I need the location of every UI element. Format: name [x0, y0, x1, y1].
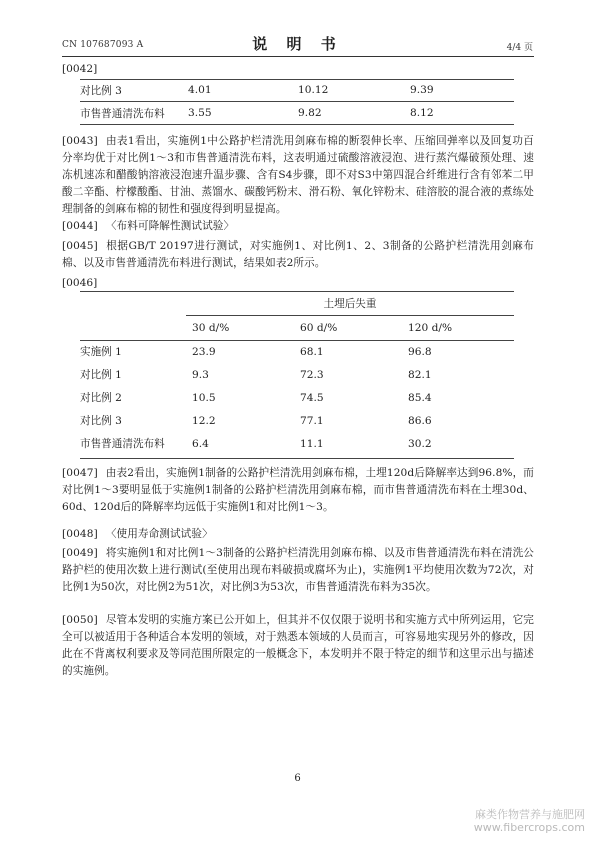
- table-cell: 82.1: [408, 368, 432, 381]
- table-row: [80, 102, 514, 125]
- table-cell: 10.12: [298, 79, 410, 102]
- document-title: 说 明 书: [252, 35, 343, 53]
- table-cell: 9.3: [192, 368, 209, 381]
- paragraph-0043: [62, 133, 534, 218]
- table-cell: 9.39: [410, 79, 514, 102]
- table-cell: 10.5: [192, 391, 216, 404]
- paragraph-tag: [0043]: [62, 135, 98, 147]
- table-cell: 对比例 1: [80, 369, 122, 381]
- section-heading: 〈使用寿命测试试验〉: [105, 528, 213, 540]
- table-cell: 86.6: [408, 414, 432, 427]
- table-cell: 12.2: [192, 414, 216, 427]
- table-cell: 23.9: [192, 345, 216, 358]
- paragraph-tag: [0045]: [62, 240, 98, 252]
- table-cell: 11.1: [300, 437, 324, 450]
- table-cell: 3.55: [188, 102, 298, 125]
- table-cell: 对比例 2: [80, 392, 122, 404]
- paragraph-text: 根据GB/T 20197进行测试，对实施例1、对比例1、2、3制备的公路护栏清洗用剑麻布棉、以及市售普通清洗布料进行测试，结果如表2所示。: [62, 240, 534, 269]
- table-row: [80, 409, 514, 432]
- table-cell: 市售普通清洗布料: [80, 438, 165, 450]
- paragraph-text: 将实施例1和对比例1～3制备的公路护栏清洗用剑麻布棉、以及市售普通清洗布料在清洗公路护栏的使用次数上进行测试(至使用出现布料破损或腐坏为止)，实施例1平均使用次数为72次，对比例1为50次，对比例2为51次，对比例3为53次，市售普通清洗布料为35次。: [62, 547, 534, 593]
- table-cell: 96.8: [408, 345, 432, 358]
- paragraph-tag: [0049]: [62, 547, 98, 559]
- paragraph-tag: [0048]: [62, 528, 98, 540]
- table-row: [80, 363, 514, 386]
- table2-bottom-rule: [80, 458, 514, 459]
- paragraph-text: 由表1看出，实施例1中公路护栏清洗用剑麻布棉的断裂伸长率、压缩回弹率以及回复功百分率均优于对比例1～3和市售普通清洗布料，这表明通过硫酸溶液浸泡、进行蒸汽爆破预处理、速冻机速冻和醋酸钠溶液浸泡速升温步骤、含有S4步骤，即不对S3中第四混合纤维进行含有邻苯二甲酸二辛酯、柠檬酸酯、甘油、蒸馏水、碳酸钙粉末、滑石粉、氧化锌粉末、硅溶胶的混合液的煮练处理制备的剑麻布棉的韧性和强度得到明显提高。: [62, 135, 534, 215]
- paragraph-0046-tag: [0046]: [62, 277, 98, 289]
- table-header-row: [80, 315, 514, 340]
- paragraph-0048: [62, 526, 534, 543]
- paragraph-tag: [0050]: [62, 614, 98, 626]
- paragraph-0049: [62, 545, 534, 596]
- paragraph-0050: [62, 612, 534, 680]
- table-row: [80, 432, 514, 455]
- column-header: 60 d/%: [300, 321, 338, 334]
- paragraph-0045: [62, 238, 534, 272]
- table-cell: 4.01: [188, 79, 298, 102]
- table-group-header: 土埋后失重: [323, 297, 377, 310]
- paragraph-tag: [0044]: [62, 220, 98, 232]
- watermark-line-1: 麻类作物营养与施肥网: [475, 808, 585, 821]
- column-header: 30 d/%: [192, 321, 230, 334]
- paragraph-text: 尽管本发明的实施方案已公开如上，但其并不仅仅限于说明书和实施方式中所列运用，它完全可以被适用于各种适合本发明的领域，对于熟悉本领域的人员而言，可容易地实现另外的修改，因此在不背离权利要求及等同范围所限定的一般概念下，本发明并不限于特定的细节和这里示出与描述的实施例。: [62, 614, 534, 677]
- table-row: [80, 79, 514, 102]
- table-cell: 30.2: [408, 437, 432, 450]
- table-cell: 77.1: [300, 414, 324, 427]
- paragraph-text: 由表2看出，实施例1制备的公路护栏清洗用剑麻布棉，土埋120d后降解率达到96.8%，而对比例1～3要明显低于实施例1制备的公路护栏清洗用剑麻布棉，而市售普通清洗布料在土埋30d、60d、120d后的降解率均远低于实施例1和对比例1～3。: [62, 467, 534, 513]
- paragraph-0042-tag: [0042]: [62, 63, 98, 75]
- table-cell: 74.5: [300, 391, 324, 404]
- page-info: 4/4 页: [506, 43, 533, 53]
- header-rule: [62, 56, 534, 57]
- table-cell: 68.1: [300, 345, 324, 358]
- table-cell: [80, 291, 186, 315]
- table-cell: 对比例 3: [80, 415, 122, 427]
- table-cell: [80, 315, 186, 340]
- table-cell: 85.4: [408, 391, 432, 404]
- table-cell: 8.12: [410, 102, 514, 125]
- paragraph-0047: [62, 465, 534, 516]
- table-cell: 9.82: [298, 102, 410, 125]
- table-2: [80, 291, 514, 455]
- section-heading: 〈布料可降解性测试试验〉: [105, 220, 235, 232]
- table-row: [80, 340, 514, 363]
- table-cell: 6.4: [192, 437, 209, 450]
- patent-number: CN 107687093 A: [62, 40, 144, 50]
- page-number: 6: [294, 773, 301, 784]
- watermark: [474, 808, 585, 834]
- paragraph-0044: [62, 218, 534, 235]
- watermark-line-2: www.fibercrops.com: [473, 821, 585, 834]
- column-header: 120 d/%: [408, 321, 453, 334]
- table-cell: 实施例 1: [80, 346, 122, 358]
- table-cell: 72.3: [300, 368, 324, 381]
- table-1: [80, 79, 514, 125]
- table-cell: 对比例 3: [80, 79, 188, 102]
- table-header-row: [80, 291, 514, 315]
- table-row: [80, 386, 514, 409]
- paragraph-tag: [0047]: [62, 467, 98, 479]
- table-cell: 市售普通清洗布料: [80, 102, 188, 125]
